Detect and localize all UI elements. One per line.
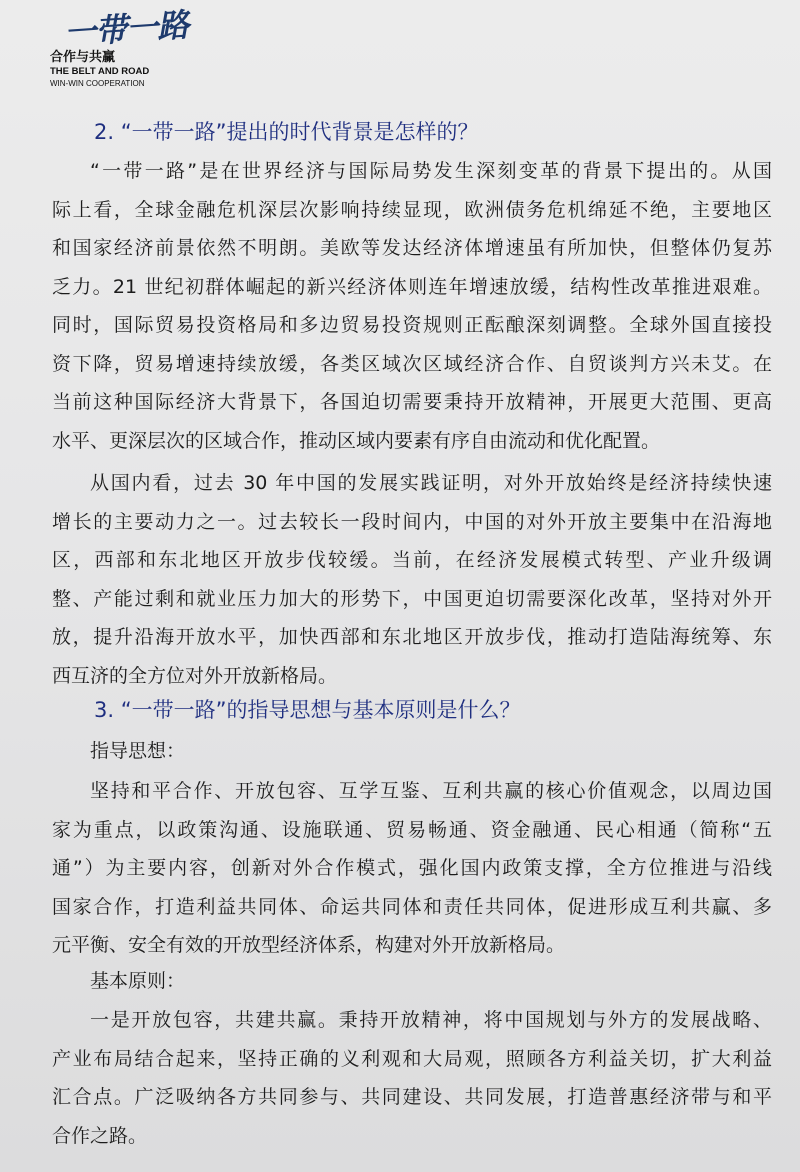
paragraph-line: 乏力。21 世纪初群体崛起的新兴经济体则连年增速放缓，结构性改革推进艰难。 [52, 275, 772, 298]
paragraph-line: 增长的主要动力之一。过去较长一段时间内，中国的对外开放主要集中在沿海地 [52, 510, 772, 533]
paragraph-line: 家为重点，以政策沟通、设施联通、贸易畅通、资金融通、民心相通（简称“五 [52, 818, 772, 841]
guiding-thought-label: 指导思想： [90, 740, 186, 762]
section-3-heading: 3. “一带一路”的指导思想与基本原则是什么？ [94, 698, 521, 722]
paragraph-line: 整、产能过剩和就业压力加大的形势下，中国更迫切需要深化改革，坚持对外开 [52, 587, 772, 610]
paragraph-line: 一是开放包容，共建共赢。秉持开放精神，将中国规划与外方的发展战略、 [90, 1009, 772, 1031]
paragraph-line: 资下降，贸易增速持续放缓，各类区域次区域经济合作、自贸谈判方兴未艾。在 [52, 352, 772, 375]
section-2-heading: 2. “一带一路”提出的时代背景是怎样的？ [94, 120, 479, 144]
section-2-paragraph-2 [52, 464, 772, 695]
paragraph-line: 水平、更深层次的区域合作，推动区域内要素有序自由流动和优化配置。 [52, 429, 661, 452]
logo-calligraphy: 一带一路 [62, 5, 190, 53]
paragraph-line: 际上看，全球金融危机深层次影响持续显现，欧洲债务危机绵延不绝，主要地区 [52, 198, 772, 221]
paragraph-line: 合作之路。 [52, 1124, 148, 1147]
paragraph-line: 通”）为主要内容，创新对外合作模式，强化国内政策支撑，全方位推进与沿线 [52, 857, 772, 879]
basic-principles-paragraph [52, 1001, 772, 1155]
paragraph-line: “一带一路”是在世界经济与国际局势发生深刻变革的背景下提出的。从国 [90, 160, 772, 182]
paragraph-line: 从国内看，过去 30 年中国的发展实践证明，对外开放始终是经济持续快速 [90, 472, 772, 494]
paragraph-line: 西互济的全方位对外开放新格局。 [52, 664, 338, 687]
paragraph-line: 同时，国际贸易投资格局和多边贸易投资规则正酝酿深刻调整。全球外国直接投 [52, 314, 772, 336]
paragraph-line: 当前这种国际经济大背景下，各国迫切需要秉持开放精神，开展更大范围、更高 [52, 391, 772, 413]
paragraph-line: 坚持和平合作、开放包容、互学互鉴、互利共赢的核心价值观念，以周边国 [90, 780, 772, 802]
logo-english-subtitle: WIN-WIN COOPERATION [50, 79, 145, 88]
paragraph-line: 放，提升沿海开放水平，加快西部和东北地区开放步伐，推动打造陆海统筹、东 [52, 626, 772, 648]
paragraph-line: 和国家经济前景依然不明朗。美欧等发达经济体增速虽有所加快，但整体仍复苏 [52, 237, 772, 259]
paragraph-line: 产业布局结合起来，坚持正确的义利观和大局观，照顾各方利益关切，扩大利益 [52, 1047, 772, 1070]
basic-principles-label: 基本原则： [90, 970, 186, 992]
guiding-thought-paragraph [52, 772, 772, 965]
section-2-paragraph-1 [52, 152, 772, 460]
book-logo [44, 4, 204, 90]
logo-chinese-title: 合作与共赢 [50, 50, 116, 65]
logo-english-title: THE BELT AND ROAD [50, 66, 150, 77]
paragraph-line: 国家合作，打造利益共同体、命运共同体和责任共同体，促进形成互利共赢、多 [52, 895, 772, 918]
paragraph-line: 元平衡、安全有效的开放型经济体系，构建对外开放新格局。 [52, 934, 566, 956]
paragraph-line: 区，西部和东北地区开放步伐较缓。当前，在经济发展模式转型、产业升级调 [52, 549, 772, 571]
paragraph-line: 汇合点。广泛吸纳各方共同参与、共同建设、共同发展，打造普惠经济带与和平 [52, 1086, 772, 1108]
